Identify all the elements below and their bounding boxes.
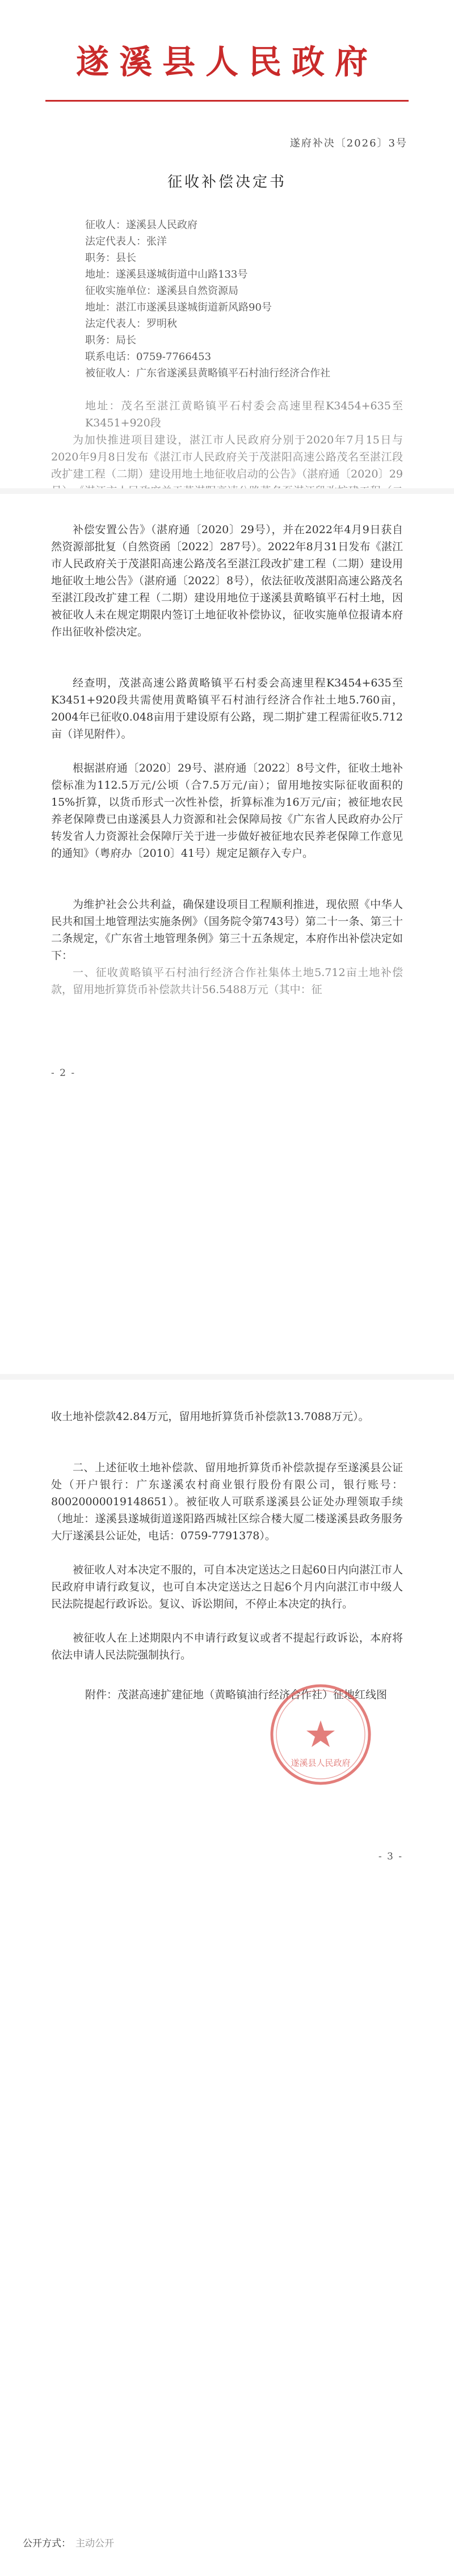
- p1-paragraph: 为加快推进项目建设，湛江市人民政府分别于2020年7月15日与2020年9月8日发布《湛江市人民政府关于茂湛阳高速公路茂名至湛江段改扩建工程（二期）建设用地土地征收启动的公告》（湛府通〔2020〕29: [51, 434, 403, 480]
- field-key: 征收人：: [85, 219, 126, 231]
- field-key: 法定代表人：: [85, 236, 146, 248]
- page-number: - 2 -: [51, 1067, 76, 1079]
- party-field: [85, 299, 403, 316]
- p3-paragraph-2: 二、上述征收土地补偿款、留用地折算货币补偿款提存至遂溪县公证处（开户银行：广东遂溪农村商业银行股份有限公司，银行账号：80020000019148651）。被征收人可联系遂溪县公证处办理领取手续（地址：遂溪县遂城街道遂阳路西城社区综合楼大厦二楼遂溪县政务服务大厅遂溪县公证处，电话：0759-7791378）。: [51, 1461, 403, 1542]
- page-number: - 3 -: [378, 1851, 403, 1862]
- party-field: [85, 266, 403, 283]
- p2-paragraph-2: 经查明，茂湛高速公路黄略镇平石村委会高速里程K3454+635至K3451+920段共需使用黄略镇平石村油行经济合作社土地5.760亩，2004年已征收0.048亩用于建设原有公路，现二期扩建工程需征收5.712亩（详见附件）。: [51, 677, 403, 740]
- field-key: 法定代表人：: [85, 318, 146, 330]
- field-value: 县长: [116, 252, 136, 264]
- party-fields: [85, 217, 403, 382]
- field-value: 局长: [116, 334, 136, 346]
- party-field: [85, 283, 403, 299]
- page-2: [0, 494, 454, 1380]
- party-field: [85, 365, 403, 382]
- party-field: [85, 316, 403, 332]
- p3-paragraph-1: 收土地补偿款42.84万元，留用地折算货币补偿款13.7088万元）。: [51, 1410, 369, 1423]
- field-key: 职务：: [85, 334, 116, 346]
- attachment-label: 附件：: [85, 1689, 118, 1701]
- field-value: 遂溪县遂城街道中山路133号: [116, 269, 248, 280]
- party-field: [85, 217, 403, 233]
- document-number: 遂府补决〔2026〕3号: [289, 137, 407, 149]
- page-1: [0, 0, 454, 494]
- field-value: 广东省遂溪县黄略镇平石村油行经济合作社: [136, 367, 330, 379]
- p2-paragraph-3: 根据湛府通〔2020〕29号、湛府通〔2022〕8号文件，征收土地补偿标准为112.5万元/公顷（合7.5万元/亩）；留用地按实际征收面积的15%折算，以货币形式一次性补偿，折算标准为16万元/亩；被征地农民养老保障费已由遂溪县人力资源和社会保障局按《广东省人民政府办公厅转发省人力资源社会保障厅关于进一步做好被征地农民养老保障工作意见的通知》（粤府办〔2010〕41号）规定足额存入专户。: [51, 762, 403, 860]
- field-value: 湛江市遂溪县遂城街道新风路90号: [116, 301, 272, 313]
- field-key: 地址：: [85, 301, 116, 313]
- field-value: 张洋: [146, 236, 167, 248]
- field-key: 职务：: [85, 252, 116, 264]
- field-key: 联系电话：: [85, 351, 136, 363]
- red-rule: [45, 100, 409, 102]
- p3-paragraph-4: 被征收人在上述期限内不申请行政复议或者不提起行政诉讼，本府将依法申请人民法院强制执行。: [51, 1632, 403, 1661]
- field-key: 征收实施单位：: [85, 285, 157, 297]
- party-field: [85, 349, 403, 365]
- field-key: 被征收人：: [85, 367, 136, 379]
- disclosure-label: 公开方式：: [23, 2538, 71, 2549]
- agency-header: 遂溪县人民政府: [75, 43, 378, 81]
- field-value: 遂溪县人民政府: [126, 219, 197, 231]
- field-value: 罗明秋: [146, 318, 177, 330]
- attachment-value: 茂湛高速扩建征地（黄略镇油行经济合作社）征地红线图: [117, 1689, 388, 1701]
- document-title: 征收补偿决定书: [167, 174, 287, 191]
- field-key: 地址：: [85, 269, 116, 280]
- p2-paragraph-1: 补偿安置公告》（湛府通〔2020〕29号），并在2022年4月9日获自然资源部批复（自然资函〔2022〕287号）。2022年8月31日发布《湛江市人民政府关于茂湛阳高速公路茂名至湛江段改扩建工程（二期）建设用地征收土地公告》（湛府通〔2022〕8号），依法征收茂湛阳高速公路茂名至湛江段改扩建工程（二期）建设用地位于遂溪县黄略镇平石村土地，因被征收人未在规定期限内签订土地征收补偿协议，征收实施单位报请本府作出征收补偿决定。: [51, 523, 403, 638]
- party-field: [85, 250, 403, 266]
- official-seal-icon: [267, 1681, 375, 1788]
- p1-address: 地址：茂名至湛江黄略镇平石村委会高速里程K3454+635至K3451+920段: [85, 400, 403, 429]
- party-field: [85, 332, 403, 349]
- p2-paragraph-4: 为维护社会公共利益，确保建设项目工程顺利推进，现依照《中华人民共和国土地管理法实施条例》（国务院令第743号）第二十一条、第三十二条规定，《广东省土地管理条例》第三十五条规定，本府作出补偿决定如下：: [51, 898, 403, 962]
- disclosure: [23, 2535, 114, 2549]
- party-field: [85, 233, 403, 250]
- disclosure-value: 主动公开: [75, 2538, 114, 2549]
- page-3: [0, 1380, 454, 2576]
- field-value: 遂溪县自然资源局: [157, 285, 238, 297]
- p2-paragraph-5: 一、征收黄略镇平石村油行经济合作社集体土地5.712亩土地补偿款，留用地折算货币补偿款共计56.5488万元（其中：征: [51, 966, 403, 996]
- p3-paragraph-3: 被征收人对本决定不服的，可自本决定送达之日起60日内向湛江市人民政府申请行政复议，也可自本决定送达之日起6个月内向湛江市中级人民法院提起行政诉讼。复议、诉讼期间，不停止本决定的执行。: [51, 1564, 403, 1610]
- seal-text: 遂溪县人民政府: [291, 1758, 351, 1768]
- field-value: 0759-7766453: [136, 351, 212, 363]
